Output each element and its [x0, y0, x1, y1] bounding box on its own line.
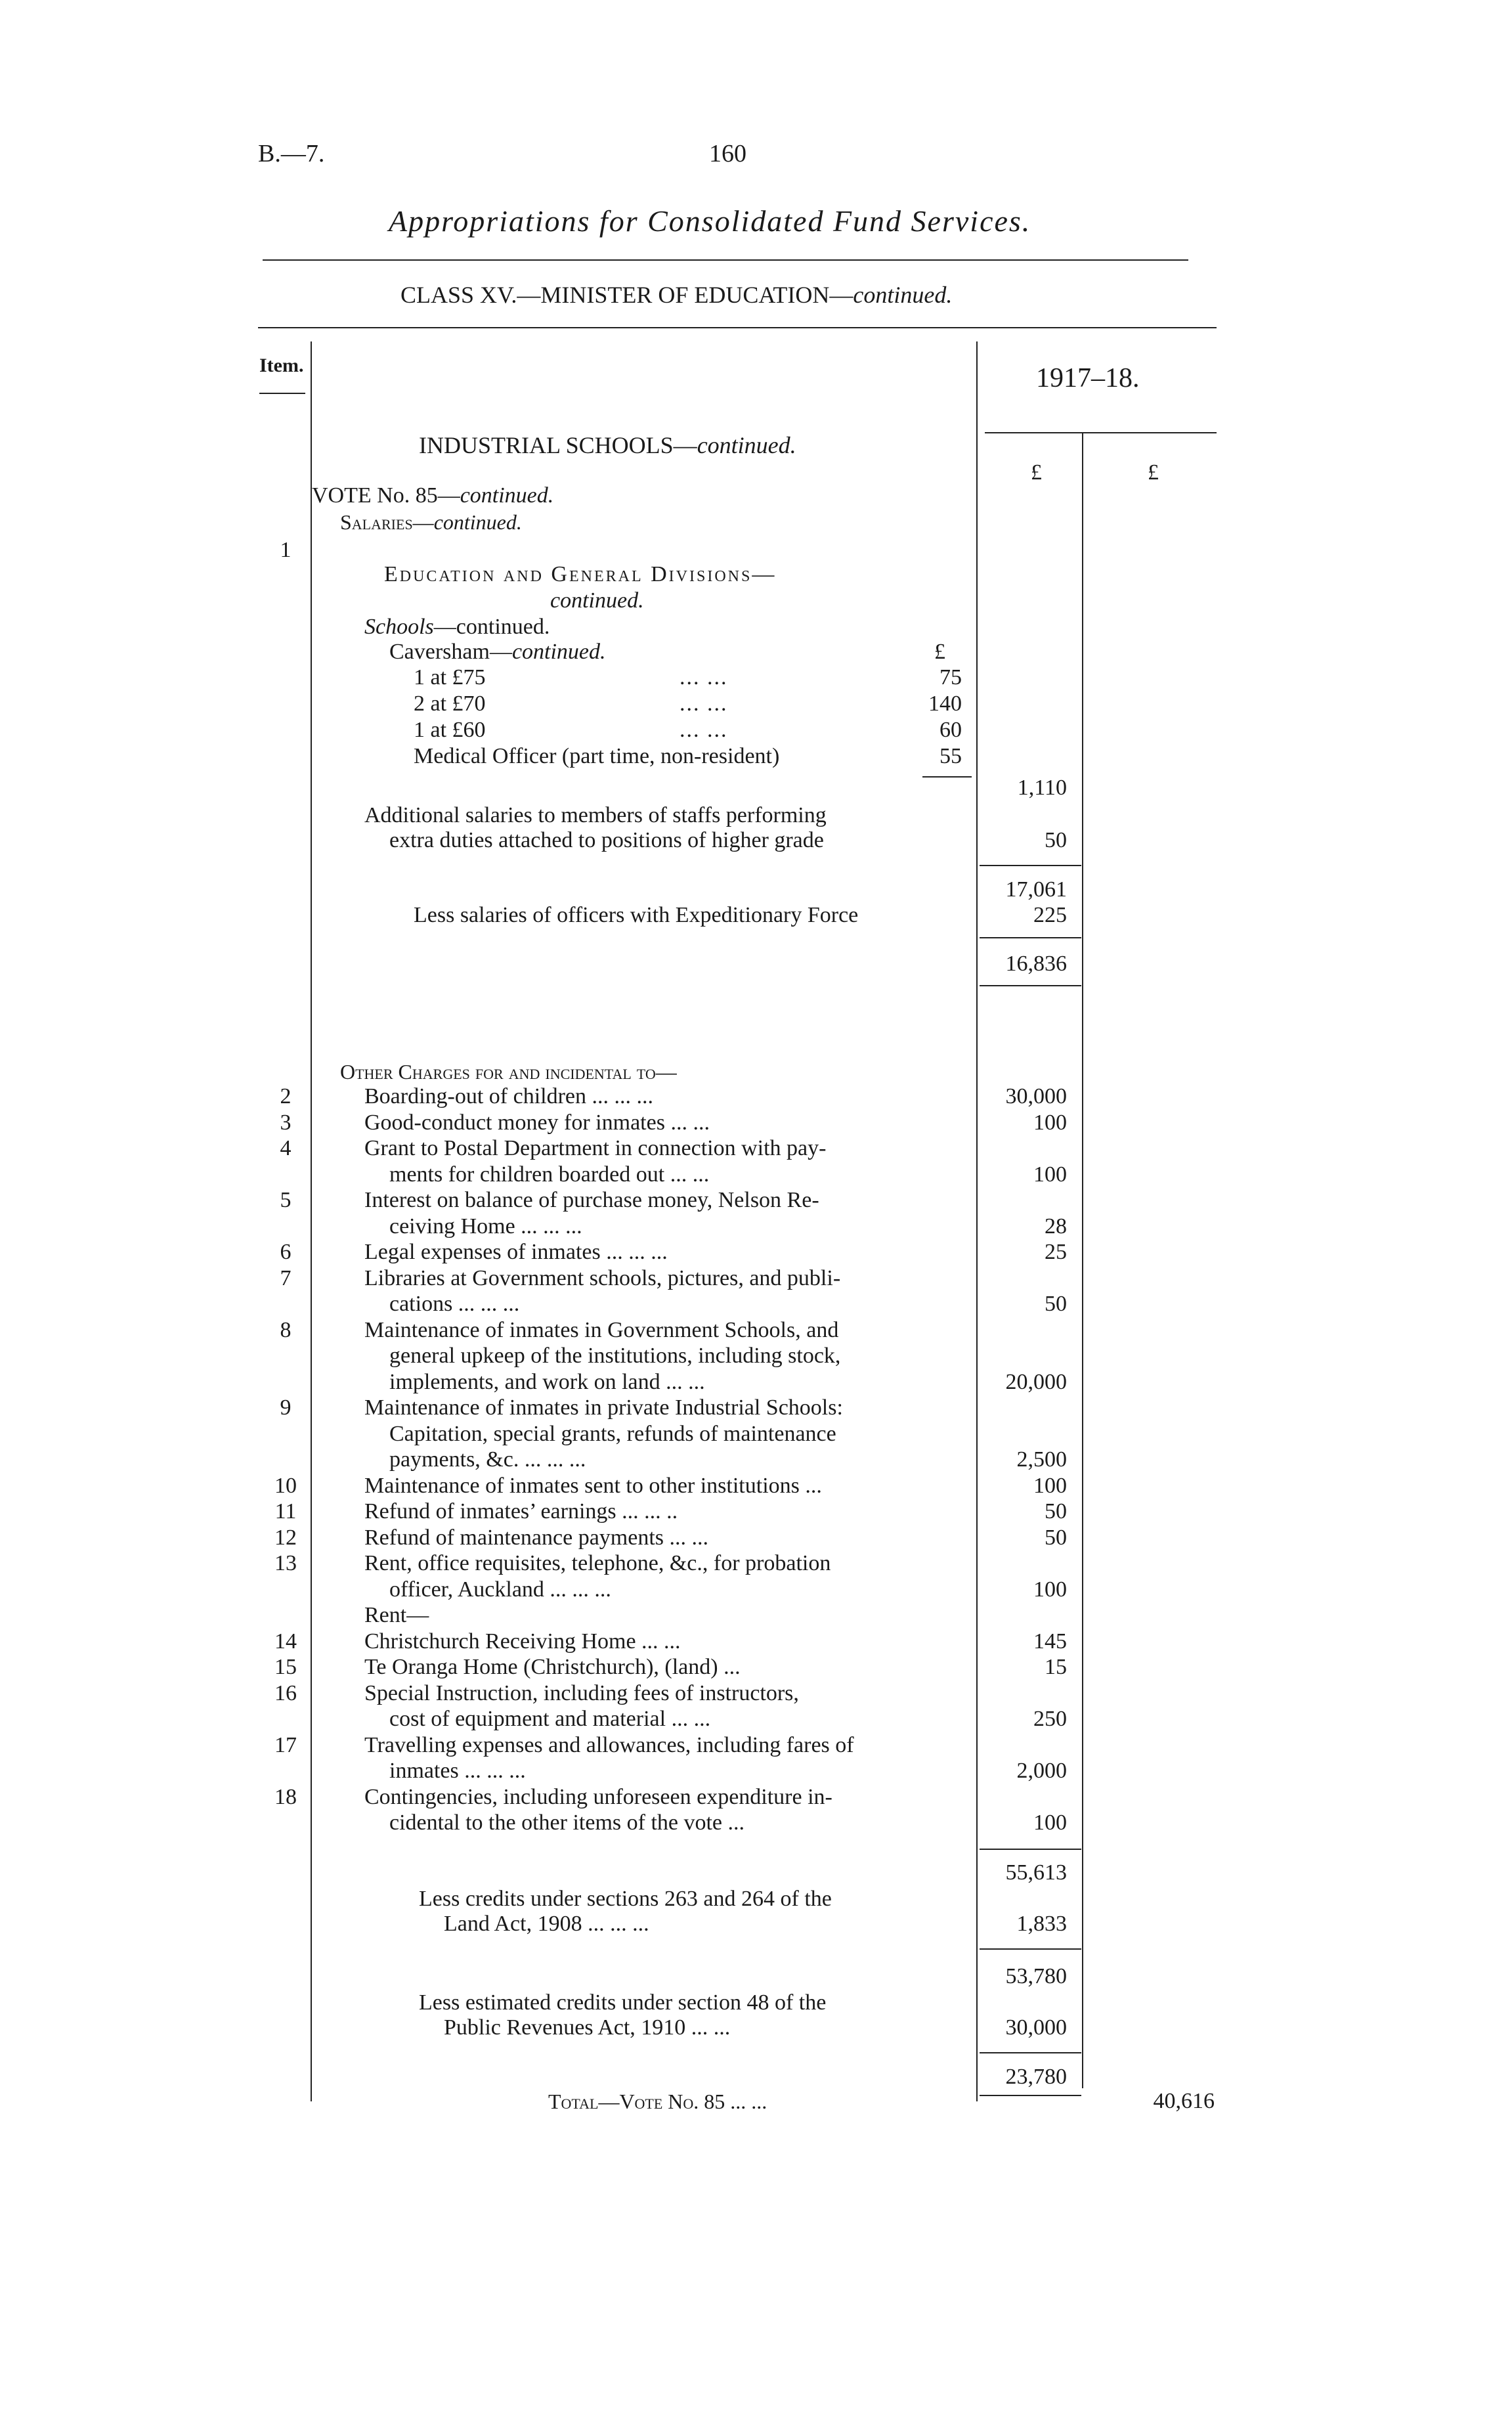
- year-column-header: 1917–18.: [1036, 363, 1140, 393]
- after-land-credit: 53,780: [1005, 1964, 1067, 1988]
- charge-description: Christchurch Receiving Home ... ...: [364, 1629, 681, 1654]
- pound-column-b: £: [1148, 460, 1159, 485]
- vote-total-label: Total—Vote No. 85 ... ...: [548, 2090, 767, 2113]
- charge-amount: 50: [1045, 1499, 1067, 1524]
- item-number: 5: [280, 1188, 292, 1212]
- salary-label: 2 at £70: [414, 691, 486, 716]
- charge-description: Good-conduct money for inmates ... ...: [364, 1110, 710, 1135]
- item-number: 11: [274, 1499, 297, 1524]
- charge-amount: 2,500: [1016, 1447, 1067, 1472]
- charge-description: Te Oranga Home (Christchurch), (land) ...: [364, 1655, 741, 1679]
- less-expeditionary-label: Less salaries of officers with Expeditionary Force: [414, 903, 859, 927]
- charge-description: Maintenance of inmates sent to other institutions ...: [364, 1473, 822, 1498]
- section-heading: INDUSTRIAL SCHOOLS—continued.: [419, 432, 796, 458]
- class-heading: CLASS XV.—MINISTER OF EDUCATION—continued.: [400, 282, 953, 308]
- inline-pound-sign: £: [934, 640, 945, 664]
- charge-description: Contingencies, including unforeseen expenditure in-: [364, 1784, 832, 1809]
- charge-description: Maintenance of inmates in Government Schools, and: [364, 1317, 839, 1342]
- charge-amount: 2,000: [1016, 1759, 1067, 1783]
- charge-description: Boarding-out of children ... ... ...: [364, 1084, 654, 1108]
- salary-label: Medical Officer (part time, non-resident): [414, 744, 780, 768]
- salaries-total: 17,061: [1005, 877, 1067, 902]
- charge-amount: 100: [1033, 1577, 1067, 1602]
- item-number: 16: [274, 1680, 297, 1705]
- charge-amount: 145: [1033, 1629, 1067, 1654]
- salary-amount: 55: [940, 744, 962, 768]
- table-top-rule: [258, 327, 1217, 328]
- revenue-credit-line: Public Revenues Act, 1910 ... ...: [444, 2015, 731, 2040]
- charge-amount: 100: [1033, 1110, 1067, 1135]
- sum-rule: [980, 2095, 1081, 2096]
- page-title: Appropriations for Consolidated Fund Services.: [389, 204, 1031, 238]
- item-column-divider: [311, 341, 312, 2101]
- salary-label: 1 at £60: [414, 718, 486, 742]
- charge-description: implements, and work on land ... ...: [389, 1369, 705, 1394]
- charge-amount: 28: [1045, 1214, 1067, 1239]
- division-continued: continued.: [550, 588, 644, 613]
- salary-label: 1 at £75: [414, 665, 486, 690]
- sum-rule: [980, 1948, 1081, 1950]
- charge-description: cost of equipment and material ... ...: [389, 1707, 711, 1731]
- charge-description: payments, &c. ... ... ...: [389, 1447, 586, 1472]
- charge-description: Capitation, special grants, refunds of maintenance: [389, 1421, 836, 1446]
- charge-description: Special Instruction, including fees of instructors,: [364, 1680, 799, 1705]
- charge-amount: 50: [1045, 1292, 1067, 1316]
- item-number: 17: [274, 1732, 297, 1757]
- charge-amount: 100: [1033, 1162, 1067, 1187]
- sum-rule: [980, 1849, 1081, 1850]
- item-number: 3: [280, 1110, 292, 1135]
- item-number: 6: [280, 1240, 292, 1264]
- charge-description: Grant to Postal Department in connection with pay-: [364, 1136, 827, 1160]
- schools-heading: Schools—continued.: [364, 615, 550, 639]
- charge-amount: 50: [1045, 1525, 1067, 1550]
- page-number: 160: [709, 140, 746, 167]
- land-act-credit-line: Less credits under sections 263 and 264 of the: [419, 1887, 832, 1911]
- document-reference: B.—7.: [258, 140, 325, 167]
- title-rule: [263, 259, 1188, 261]
- item-number: 1: [280, 538, 292, 562]
- salary-amount: 140: [928, 691, 962, 716]
- less-expeditionary-amount: 225: [1033, 903, 1067, 927]
- item-header-rule: [259, 393, 305, 394]
- salary-amount: 75: [940, 665, 962, 690]
- additional-salaries-amount: 50: [1045, 828, 1067, 852]
- item-number: 13: [274, 1551, 297, 1575]
- caversham-heading: Caversham—continued.: [389, 640, 606, 664]
- salary-amount: 60: [940, 718, 962, 742]
- charge-description: ments for children boarded out ... ...: [389, 1162, 710, 1187]
- pound-column-a: £: [1031, 460, 1042, 485]
- vote-heading: VOTE No. 85—continued.: [312, 483, 554, 508]
- charge-amount: 100: [1033, 1810, 1067, 1835]
- item-number: 14: [274, 1629, 297, 1654]
- other-charges-heading: Other Charges for and incidental to—: [340, 1060, 677, 1084]
- leader-dots: ... ...: [680, 718, 728, 742]
- charge-description: Rent, office requisites, telephone, &c., for probation: [364, 1551, 831, 1575]
- item-number: 7: [280, 1265, 292, 1290]
- charge-description: Interest on balance of purchase money, Nelson Re-: [364, 1188, 819, 1212]
- charge-description: Refund of inmates’ earnings ... ... ..: [364, 1499, 678, 1524]
- item-number: 18: [274, 1784, 297, 1809]
- charge-description: cations ... ... ...: [389, 1292, 520, 1316]
- leader-dots: ... ...: [680, 665, 728, 690]
- sum-rule: [980, 985, 1081, 986]
- division-heading: Education and General Divisions—: [384, 562, 777, 586]
- salaries-net: 16,836: [1005, 952, 1067, 976]
- other-charges-net: 23,780: [1005, 2065, 1067, 2089]
- salaries-heading: Salaries—continued.: [340, 510, 522, 534]
- amount-column-divider: [976, 341, 978, 2101]
- year-header-rule: [985, 432, 1217, 433]
- item-number: 15: [274, 1655, 297, 1679]
- charge-description: inmates ... ... ...: [389, 1759, 526, 1783]
- sum-rule: [980, 2052, 1081, 2053]
- charge-description: Maintenance of inmates in private Industrial Schools:: [364, 1395, 843, 1420]
- charge-description: ceiving Home ... ... ...: [389, 1214, 582, 1239]
- charge-description: cidental to the other items of the vote ...: [389, 1810, 745, 1835]
- vote-total-amount: 40,616: [1153, 2089, 1215, 2113]
- land-act-credit-line: Land Act, 1908 ... ... ...: [444, 1912, 649, 1936]
- revenue-credit-line: Less estimated credits under section 48 of the: [419, 1990, 827, 2015]
- charge-description: Libraries at Government schools, pictures, and publi-: [364, 1265, 841, 1290]
- charge-amount: 15: [1045, 1655, 1067, 1679]
- charge-description: officer, Auckland ... ... ...: [389, 1577, 611, 1602]
- item-number: 10: [274, 1473, 297, 1498]
- charge-amount: 30,000: [1005, 1084, 1067, 1108]
- sum-rule: [922, 776, 972, 778]
- revenue-credit-amount: 30,000: [1005, 2015, 1067, 2040]
- sum-rule: [980, 937, 1081, 938]
- item-number: 12: [274, 1525, 297, 1550]
- caversham-subtotal: 1,110: [1017, 776, 1067, 800]
- amount-mid-divider: [1082, 433, 1083, 2088]
- leader-dots: ... ...: [680, 691, 728, 716]
- charge-description: general upkeep of the institutions, including stock,: [389, 1344, 841, 1368]
- other-charges-subtotal: 55,613: [1005, 1860, 1067, 1885]
- charge-description: Travelling expenses and allowances, including fares of: [364, 1732, 854, 1757]
- charge-description: Legal expenses of inmates ... ... ...: [364, 1240, 668, 1264]
- charge-amount: 25: [1045, 1240, 1067, 1264]
- charge-amount: 250: [1033, 1707, 1067, 1731]
- charge-amount: 100: [1033, 1473, 1067, 1498]
- item-column-header: Item.: [259, 355, 304, 376]
- item-number: 9: [280, 1395, 292, 1420]
- charge-description: Rent—: [364, 1603, 429, 1627]
- item-number: 8: [280, 1317, 292, 1342]
- item-number: 2: [280, 1084, 292, 1108]
- charge-description: Refund of maintenance payments ... ...: [364, 1525, 709, 1550]
- additional-salaries-line: Additional salaries to members of staffs performing: [364, 803, 827, 827]
- charge-amount: 20,000: [1005, 1369, 1067, 1394]
- land-act-credit-amount: 1,833: [1016, 1912, 1067, 1936]
- sum-rule: [980, 865, 1081, 866]
- item-number: 4: [280, 1136, 292, 1160]
- additional-salaries-line: extra duties attached to positions of higher grade: [389, 828, 824, 852]
